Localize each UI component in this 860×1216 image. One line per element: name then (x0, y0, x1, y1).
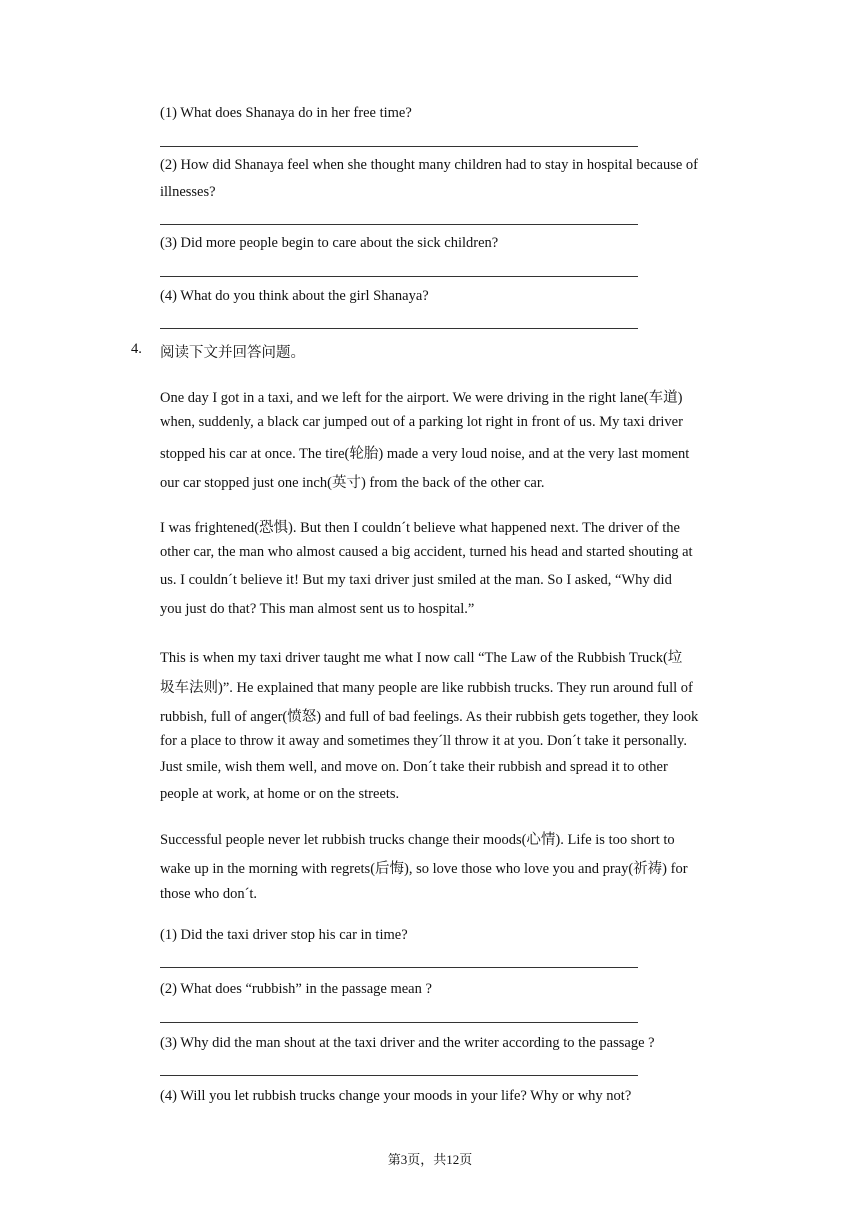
paragraph-3-line-6: people at work, at home or on the streets. (160, 786, 400, 802)
paragraph-4-line-1: Successful people never let rubbish trucks change their moods(心情). Life is too short to (160, 832, 675, 848)
answer-line (160, 224, 638, 225)
paragraph-4-line-2: wake up in the morning with regrets(后悔), so love those who love you and pray(祈祷) for (160, 861, 688, 877)
answer-line (160, 328, 638, 329)
answer-line (160, 276, 638, 277)
paragraph-1-line-1: One day I got in a taxi, and we left for the airport. We were driving in the right lane(车道) (160, 390, 683, 406)
answer-line (160, 1075, 638, 1076)
answer-line (160, 146, 638, 147)
section-instruction: 阅读下文并回答问题。 (160, 345, 305, 361)
answer-line (160, 1022, 638, 1023)
section-number: 4. (131, 341, 142, 357)
paragraph-3-line-1: This is when my taxi driver taught me what I now call “The Law of the Rubbish Truck(垃 (160, 650, 683, 666)
paragraph-3-line-2: 圾车法则)”. He explained that many people are like rubbish trucks. They run around full of (160, 680, 693, 696)
question-1: (1) What does Shanaya do in her free time? (160, 105, 412, 121)
paragraph-3-line-3: rubbish, full of anger(愤怒) and full of bad feelings. As their rubbish gets together, they look (160, 709, 699, 725)
paragraph-1-line-3: stopped his car at once. The tire(轮胎) made a very loud noise, and at the very last moment (160, 446, 690, 462)
page-footer: 第3页，共12页 (387, 1152, 473, 1167)
section4-question-2: (2) What does “rubbish” in the passage mean ? (160, 981, 432, 997)
paragraph-2-line-2: other car, the man who almost caused a big accident, turned his head and started shouting at (160, 544, 693, 560)
paragraph-2-line-1: I was frightened(恐惧). But then I couldnˊt believe what happened next. The driver of the (160, 520, 680, 536)
paragraph-3-line-5: Just smile, wish them well, and move on. Donˊt take their rubbish and spread it to other (160, 759, 668, 775)
answer-line (160, 967, 638, 968)
paragraph-2-line-3: us. I couldnˊt believe it! But my taxi driver just smiled at the man. So I asked, “Why did (160, 572, 672, 588)
paragraph-1-line-4: our car stopped just one inch(英寸) from the back of the other car. (160, 475, 545, 491)
paragraph-3-line-4: for a place to throw it away and sometimes theyˊll throw it at you. Donˊt take it personally. (160, 733, 687, 749)
paragraph-1-line-2: when, suddenly, a black car jumped out of a parking lot right in front of us. My taxi driver (160, 414, 683, 430)
paragraph-4-line-3: those who donˊt. (160, 886, 258, 902)
section4-question-4: (4) Will you let rubbish trucks change your moods in your life? Why or why not? (160, 1088, 632, 1104)
question-3: (3) Did more people begin to care about the sick children? (160, 235, 499, 251)
section4-question-1: (1) Did the taxi driver stop his car in time? (160, 927, 408, 943)
paragraph-2-line-4: you just do that? This man almost sent us to hospital.” (160, 601, 475, 617)
question-4: (4) What do you think about the girl Shanaya? (160, 288, 429, 304)
question-2-line-1: (2) How did Shanaya feel when she thought many children had to stay in hospital because of (160, 157, 698, 173)
question-2-line-2: illnesses? (160, 184, 216, 200)
section4-question-3: (3) Why did the man shout at the taxi driver and the writer according to the passage ? (160, 1035, 655, 1051)
